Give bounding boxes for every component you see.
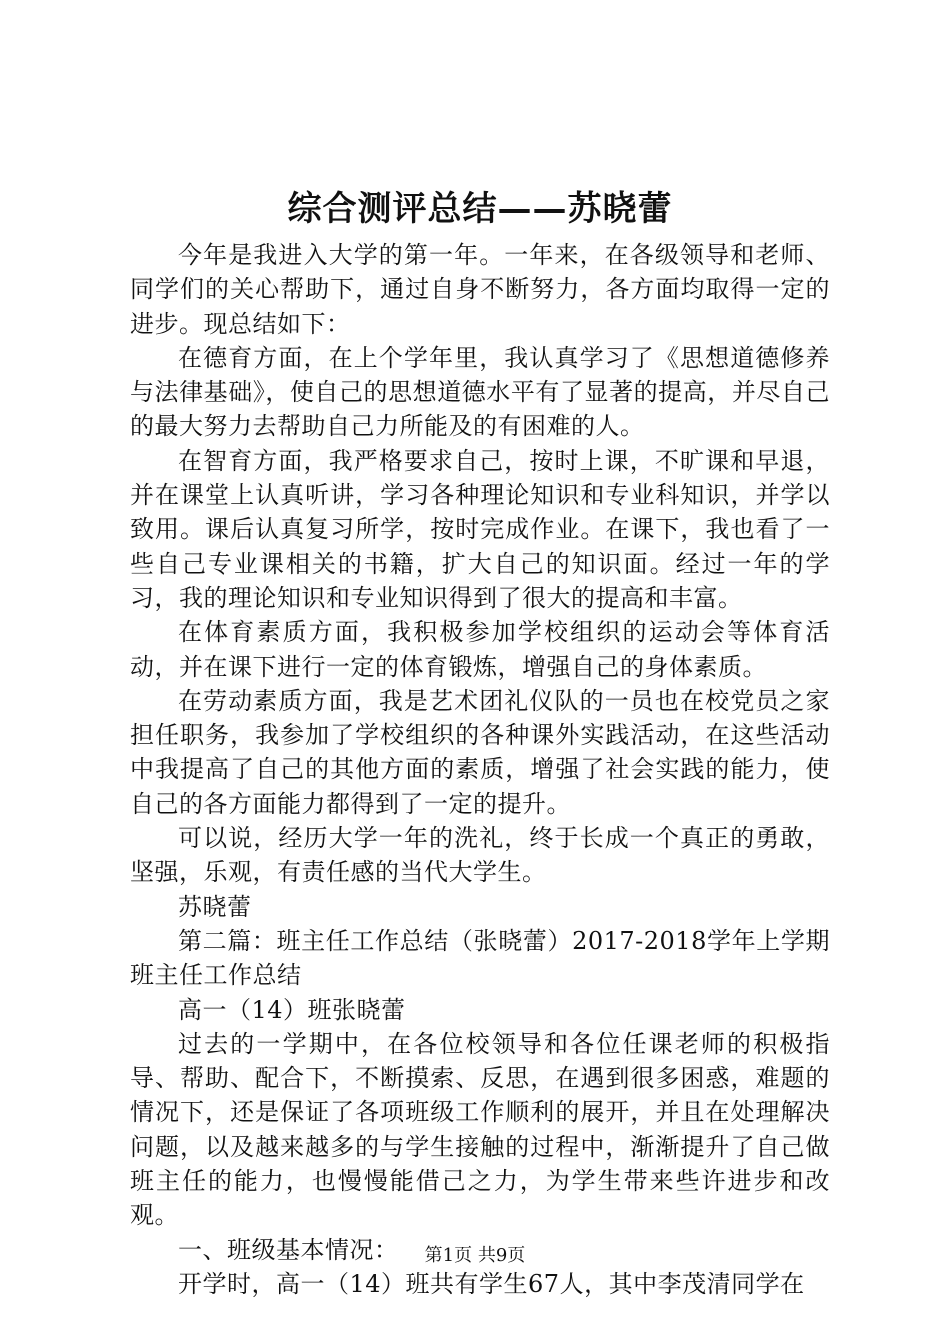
- author-signature: 苏晓蕾: [178, 892, 252, 921]
- paragraph-review: 过去的一学期中，在各位校领导和各位任课老师的积极指导、帮助、配合下，不断摸索、反思，在遇到很多困惑，难题的情况下，还是保证了各项班级工作顺利的展开，并且在处理解决问题，以及越来越多的与学生接触的过程中，渐渐提升了自己做班主任的能力，也慢慢能借己之力，为学生带来些许进步和改观。: [130, 1029, 830, 1230]
- paragraph-physical: 在体育素质方面，我积极参加学校组织的运动会等体育活动，并在课下进行一定的体育锻炼，增强自己的身体素质。: [130, 618, 830, 681]
- paragraph-conclusion: 可以说，经历大学一年的洗礼，终于长成一个真正的勇敢，坚强，乐观，有责任感的当代大学生。: [130, 824, 830, 887]
- section-heading-class-info: 一、班级基本情况：: [178, 1235, 399, 1264]
- second-article-heading: 第二篇：班主任工作总结（张晓蕾）2017-2018学年上学期班主任工作总结: [130, 926, 830, 990]
- page-footer: 第1页 共9页: [424, 1245, 526, 1266]
- document-page: [130, 180, 830, 1301]
- paragraph-labor: 在劳动素质方面，我是艺术团礼仪队的一员也在校党员之家担任职务，我参加了学校组织的各种课外实践活动，在这些活动中我提高了自己的其他方面的素质，增强了社会实践的能力，使自己的各方面能力都得到了一定的提升。: [130, 686, 830, 818]
- paragraph-moral: 在德育方面，在上个学年里，我认真学习了《思想道德修养与法律基础》，使自己的思想道德水平有了显著的提高，并尽自己的最大努力去帮助自己力所能及的有困难的人。: [130, 343, 830, 441]
- paragraph-intellectual: 在智育方面，我严格要求自己，按时上课，不旷课和早退，并在课堂上认真听讲，学习各种理论知识和专业科知识，并学以致用。课后认真复习所学，按时完成作业。在课下，我也看了一些自己专业课相关的书籍，扩大自己的知识面。经过一年的学习，我的理论知识和专业知识得到了很大的提高和丰富。: [130, 446, 830, 612]
- document-title: 综合测评总结——苏晓蕾: [287, 189, 673, 229]
- class-teacher-line: 高一（14）班张晓蕾: [178, 995, 406, 1024]
- paragraph-intro: 今年是我进入大学的第一年。一年来，在各级领导和老师、同学们的关心帮助下，通过自身不断努力，各方面均取得一定的进步。现总结如下：: [130, 241, 830, 338]
- paragraph-class-info: 开学时，高一（14）班共有学生67人，其中李茂清同学在: [178, 1269, 805, 1298]
